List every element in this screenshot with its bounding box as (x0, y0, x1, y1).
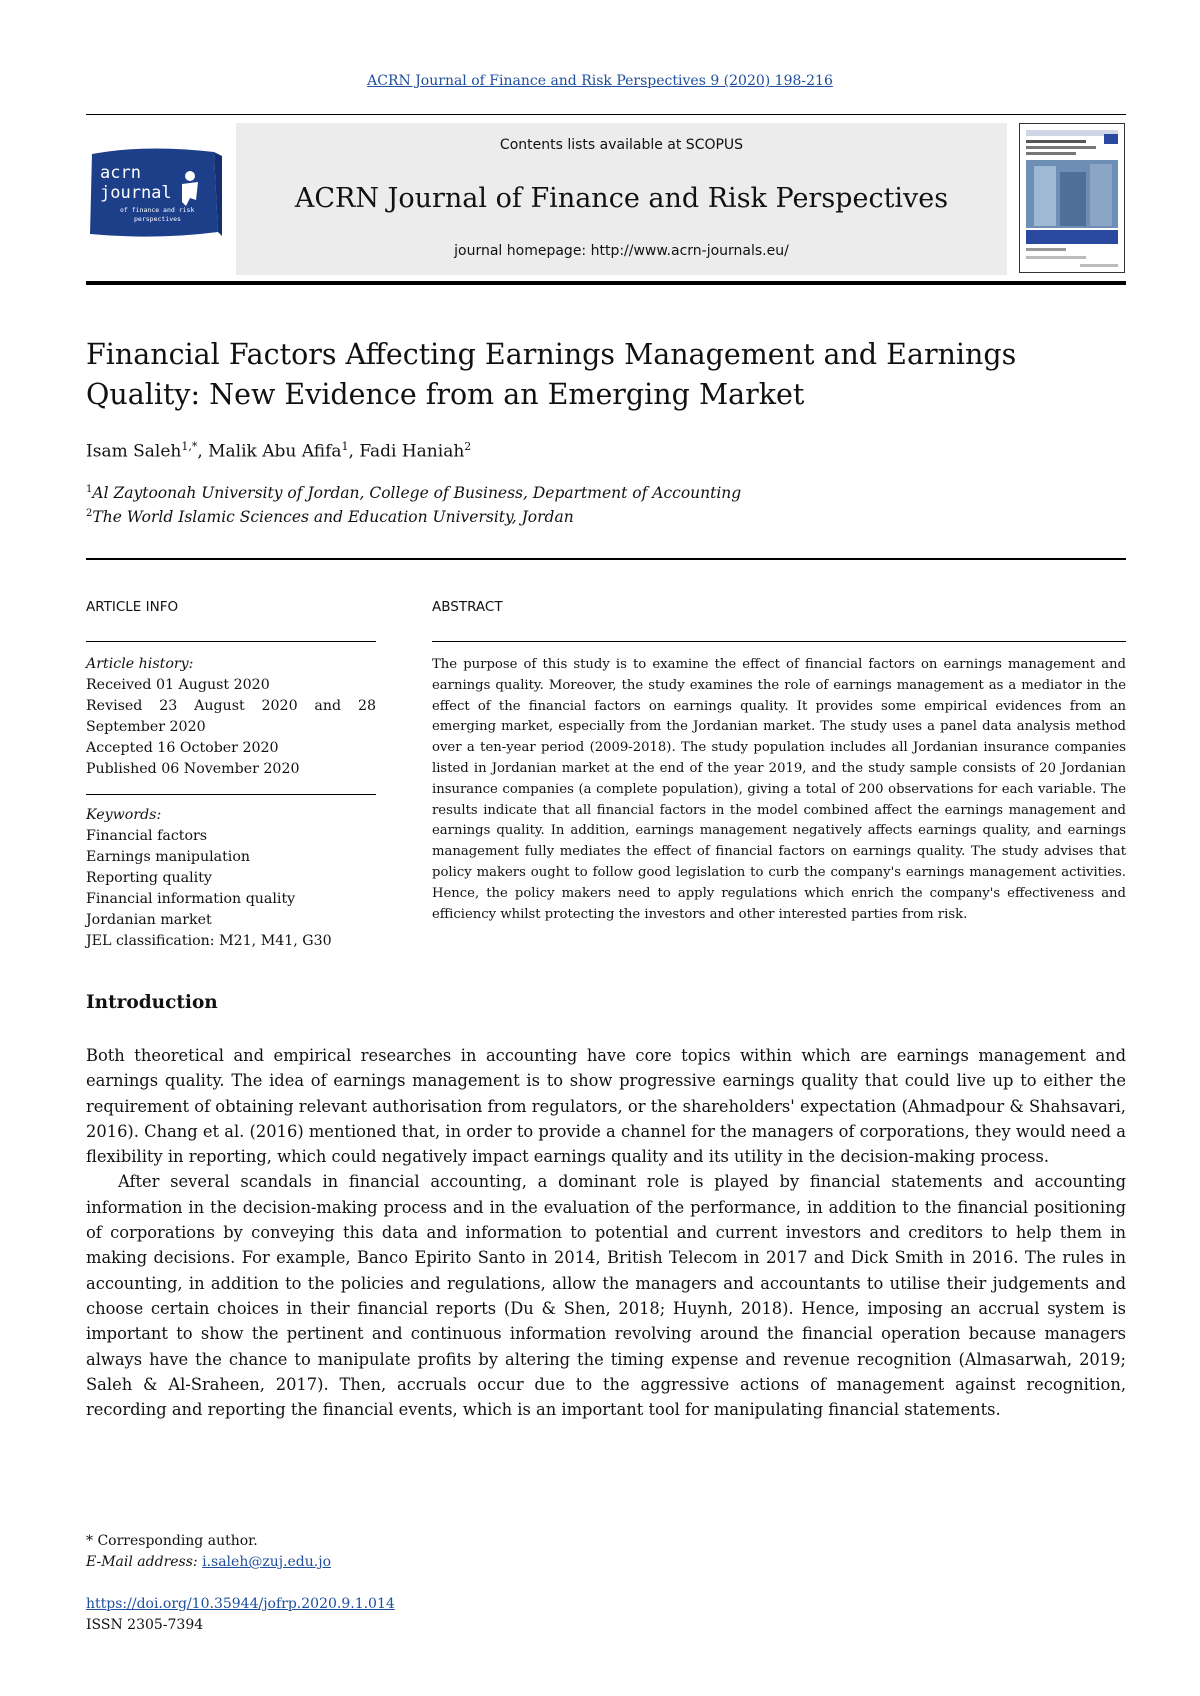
abstract-rule (432, 641, 1126, 642)
keywords-rule (86, 794, 376, 795)
email-link[interactable]: i.saleh@zuj.edu.jo (202, 1554, 331, 1570)
article-title-line-1: Financial Factors Affecting Earnings Management and Earnings (86, 338, 1017, 371)
author-name: Malik Abu Afifa (208, 441, 342, 462)
introduction-paragraph-1: Both theoretical and empirical researches in accounting have core topics within which are earnings management and earnings quality. The idea of earnings management is to show progressive earnings quality that could live up to either the requirement of obtaining relevant authorisation from regulators, or the shareholders' expectation (Ahmadpour & Shahsavari, 2016). Chang et al. (2016) mentioned that, in order to provide a channel for the managers of corporations, they would need a flexibility in reporting, which could negatively impact earnings quality and its utility in the decision-making process. (86, 1046, 1126, 1167)
author-affiliation-marker: 1,* (181, 440, 198, 453)
keyword-item: Reporting quality (86, 870, 212, 886)
article-info-heading: ARTICLE INFO (86, 599, 179, 615)
introduction-body (86, 1043, 1126, 1422)
logo-text-2: journal (100, 183, 172, 203)
affiliation-2: $^2$The World Islamic Sciences and Education University, Jordan (86, 508, 574, 527)
article-title-line-2: Quality: New Evidence from an Emerging Market (86, 378, 805, 411)
received-date: Received 01 August 2020 (86, 677, 270, 693)
doi-block (86, 1594, 395, 1636)
logo-text-3: of finance and risk (120, 206, 195, 214)
keyword-item: Financial information quality (86, 891, 296, 907)
journal-banner (236, 123, 1007, 275)
author-list (86, 440, 471, 462)
introduction-heading: Introduction (86, 992, 218, 1013)
journal-homepage[interactable]: journal homepage: http://www.acrn-journals.eu/ (454, 243, 789, 259)
issn: ISSN 2305-7394 (86, 1617, 204, 1633)
article-info-rule (86, 641, 376, 642)
logo-text-4: perspectives (134, 215, 181, 223)
author-affiliation-marker: 2 (464, 440, 472, 453)
introduction-paragraph-2: After several scandals in financial accounting, a dominant role is played by financial statements and accounting information in the decision-making process and in the evaluation of the performance, in addition to the financial positioning of corporations by conveying this data and information to potential and current investors and creditors to help them in making decisions. For example, Banco Epirito Santo in 2014, British Telecom in 2017 and Dick Smith in 2016. The rules in accounting, in addition to the policies and regulations, allow the managers and accountants to utilise their judgements and choose certain choices in their financial reports (Du & Shen, 2018; Huynh, 2018). Hence, imposing an accrual system is important to show the pertinent and continuous information revolving around the financial operation because managers always have the chance to manipulate profits by altering the timing expense and revenue recognition (Almasarwah, 2019; Saleh & Al-Sraheen, 2017). Then, accruals occur due to the aggressive actions of management against recognition, recording and reporting the financial events, which is an important tool for manipulating financial statements. (86, 1172, 1126, 1420)
keywords (86, 805, 376, 952)
affiliation-rule (86, 558, 1126, 560)
logo-text-1: acrn (100, 163, 141, 183)
author-name: Isam Saleh (86, 441, 182, 462)
top-rule (86, 114, 1126, 115)
doi-link[interactable]: https://doi.org/10.35944/jofrp.2020.9.1.014 (86, 1596, 395, 1612)
author-separator: , (197, 441, 209, 462)
author-name: Fadi Haniah (359, 441, 465, 462)
published-date: Published 06 November 2020 (86, 761, 300, 777)
journal-title: ACRN Journal of Finance and Risk Perspectives (294, 183, 949, 214)
author-affiliation-marker: 1 (341, 440, 349, 453)
corresponding-author-label: * Corresponding author. (86, 1533, 258, 1549)
keywords-label: Keywords: (86, 807, 162, 823)
keyword-item: Financial factors (86, 828, 208, 844)
accepted-date: Accepted 16 October 2020 (86, 740, 279, 756)
header-rule (86, 281, 1126, 285)
article-history (86, 654, 376, 780)
article-title (86, 335, 1126, 415)
history-label: Article history: (86, 656, 194, 672)
affiliation-1: $^1$Al Zaytoonah University of Jordan, College of Business, Department of Accounting (86, 484, 742, 503)
author-separator: , (348, 441, 360, 462)
revised-date: Revised 23 August 2020 and 28 September 2020 (86, 698, 376, 735)
journal-logo (86, 146, 224, 241)
journal-reference-link[interactable]: ACRN Journal of Finance and Risk Perspectives 9 (2020) 198-216 (367, 73, 833, 89)
corresponding-author-footnote (86, 1531, 331, 1573)
keyword-item: Earnings manipulation (86, 849, 251, 865)
abstract-text: The purpose of this study is to examine the effect of financial factors on earnings management and earnings quality. Moreover, the study examines the role of earnings management as a mediator in the effect of the financial factors on earnings quality. It provides some empirical evidences from an emerging market, especially from the Jordanian market. The study uses a panel data analysis method over a ten-year period (2009-2018). The study population includes all Jordanian insurance companies listed in Jordanian market at the end of the year 2019, and the study sample consists of 20 Jordanian insurance companies (a complete population), giving a total of 200 observations for each variable. The results indicate that all financial factors in the model combined affect the earnings management and earnings quality. In addition, earnings management negatively affects earnings quality, and earnings management fully mediates the effect of financial factors on earnings quality. The study advises that policy makers ought to follow good legislation to curb the company's earnings management activities. Hence, the policy makers need to apply regulations which enrich the company's effectiveness and efficiency whilst protecting the investors and other interested parties from risk. (432, 657, 1126, 922)
jel-classification: JEL classification: M21, M41, G30 (86, 933, 332, 949)
journal-cover-thumbnail (1019, 123, 1125, 273)
email-label: E-Mail address: (86, 1554, 198, 1570)
contents-line: Contents lists available at SCOPUS (499, 137, 744, 153)
keyword-item: Jordanian market (86, 912, 212, 928)
abstract-heading: ABSTRACT (432, 599, 503, 615)
